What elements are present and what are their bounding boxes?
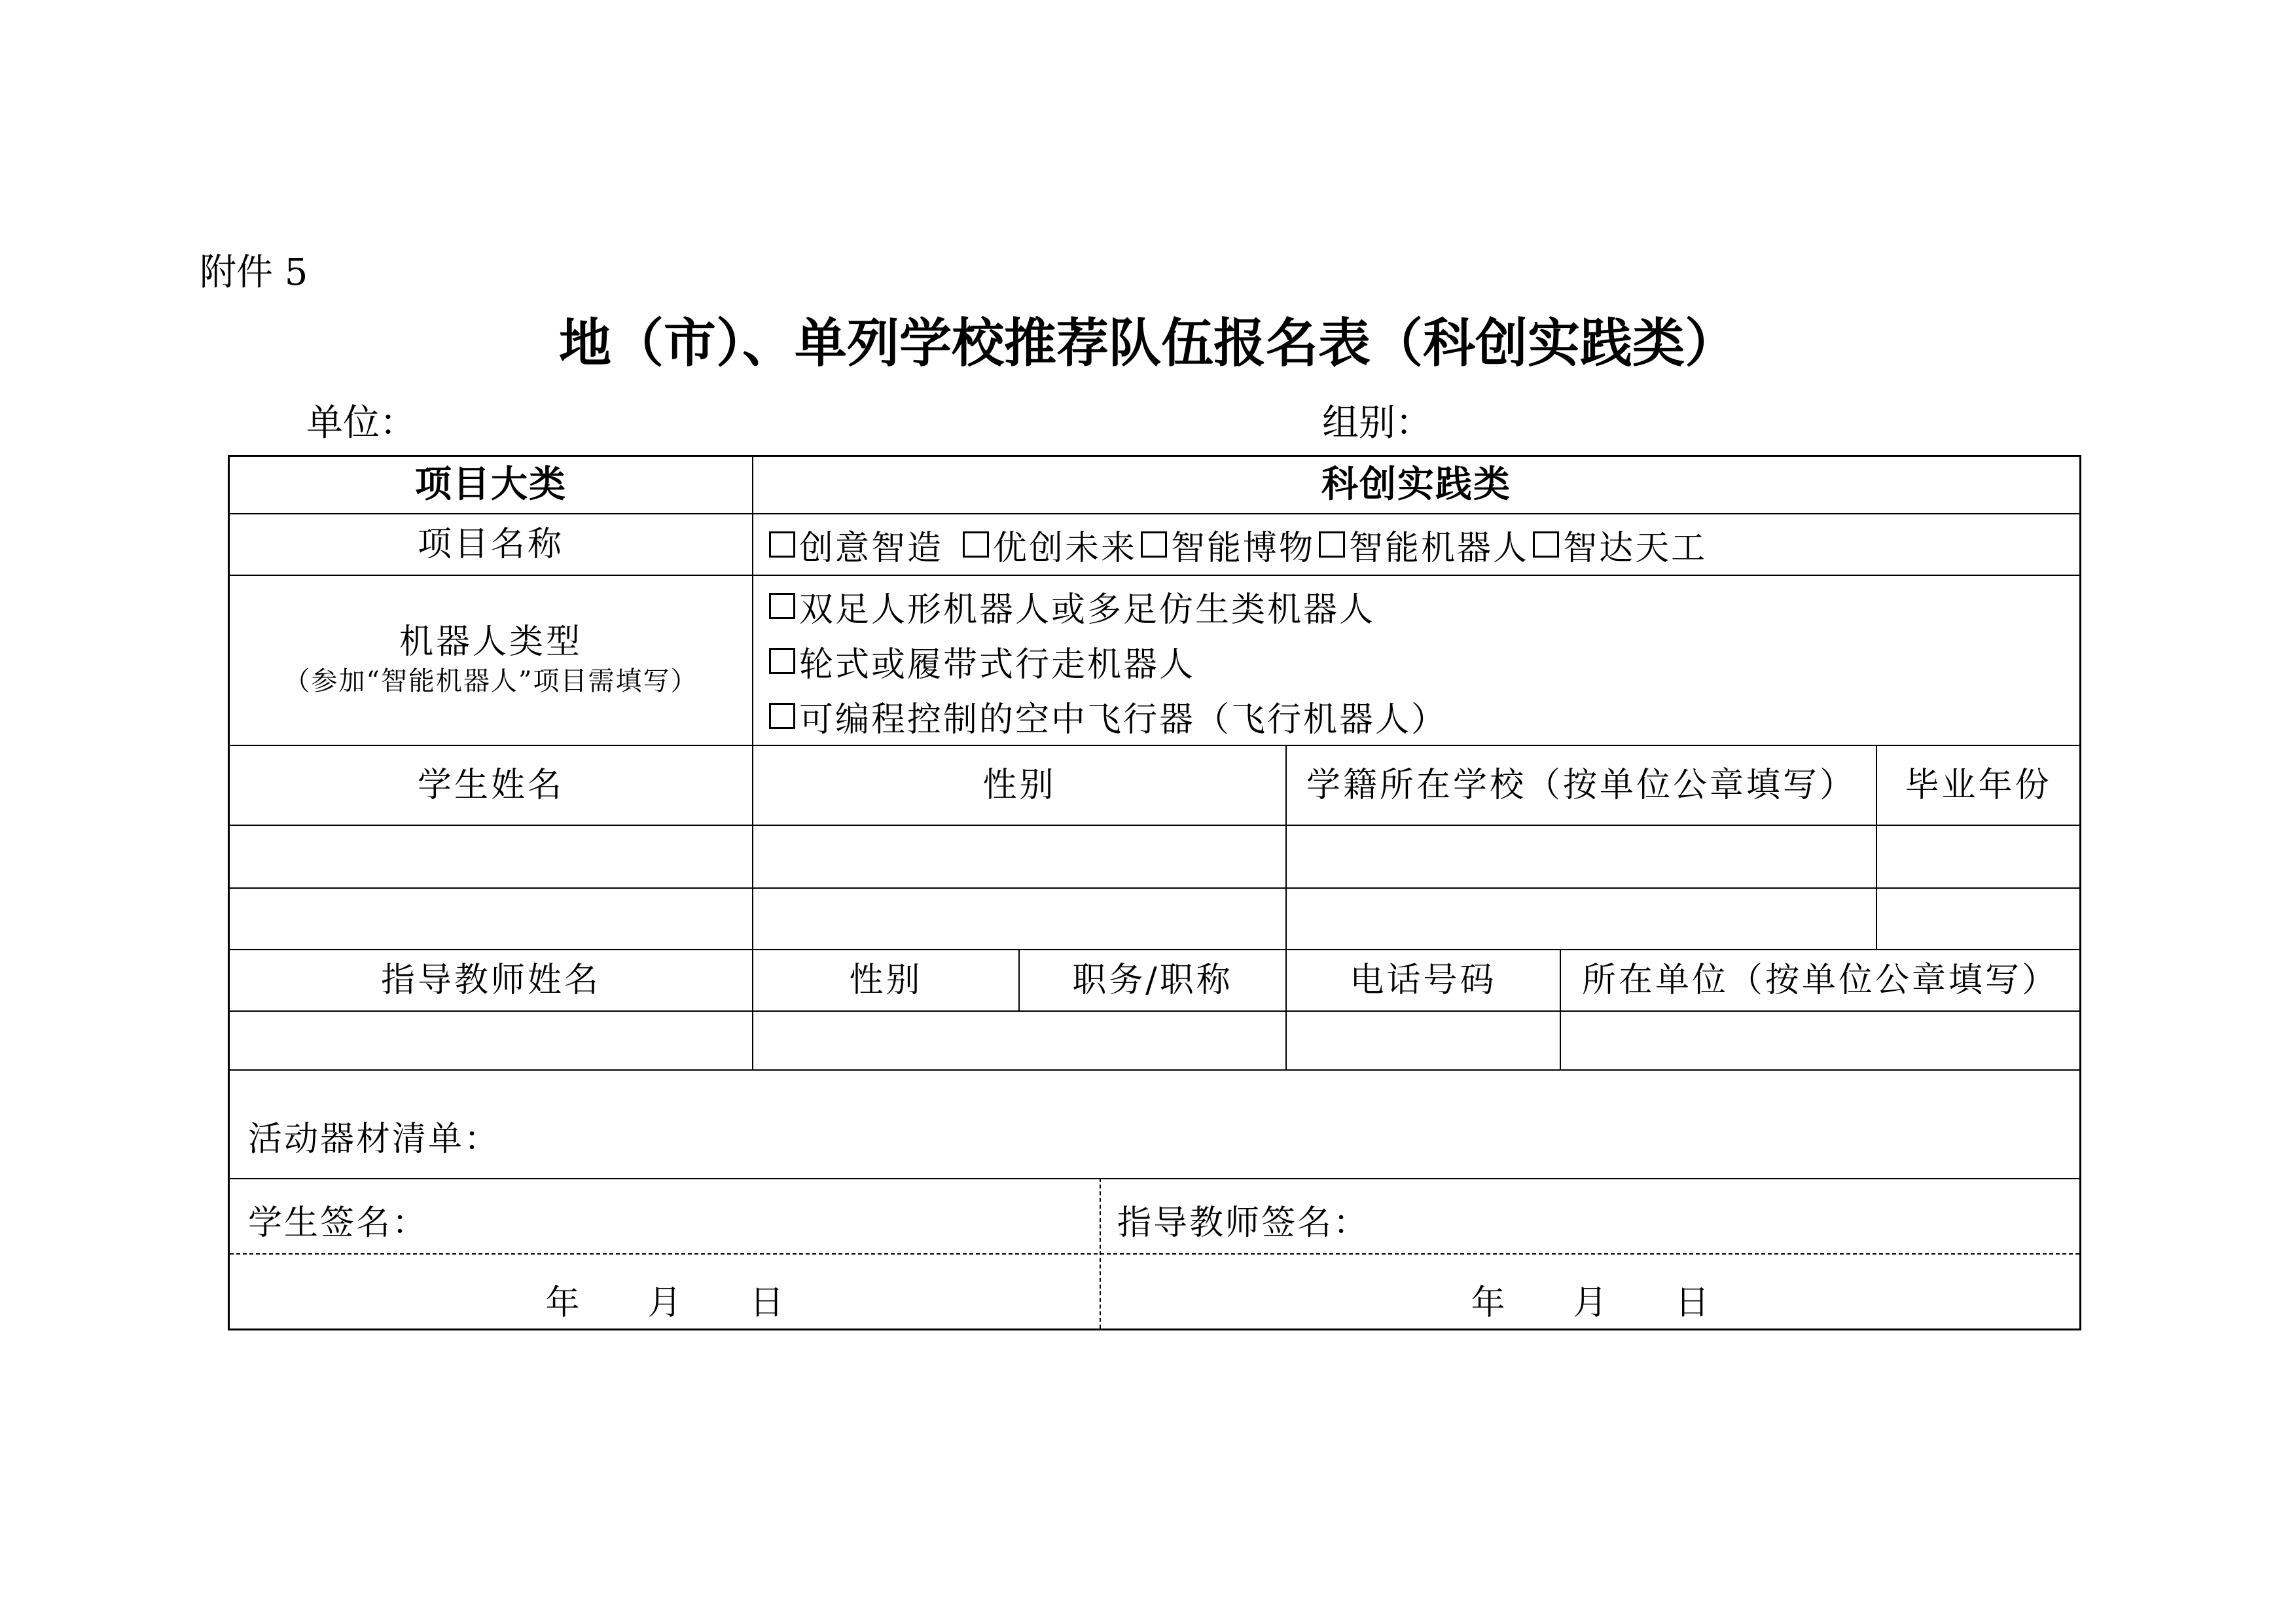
student-school-header: 学籍所在学校（按单位公章填写） — [1306, 766, 1856, 805]
option-label: 双足人形机器人或多足仿生类机器人 — [799, 590, 1376, 630]
option-label: 轮式或履带式行走机器人 — [799, 645, 1196, 685]
project-option[interactable] — [1319, 520, 1529, 569]
student-2-school-field[interactable] — [1287, 889, 1876, 949]
option-label: 创意智造 — [799, 528, 944, 568]
robot-type-option[interactable] — [769, 579, 1447, 633]
teacher-gender-header: 性别 — [849, 961, 923, 1000]
category-value: 科创实践类 — [1321, 463, 1511, 506]
equipment-list-field[interactable] — [230, 1071, 2079, 1178]
teacher-name-header: 指导教师姓名 — [380, 961, 601, 1000]
project-name-label: 项目名称 — [417, 525, 564, 564]
teacher-signature-date: 年 月 日 — [1471, 1283, 1710, 1323]
robot-type-option[interactable] — [769, 688, 1447, 743]
robot-type-note: （参加“智能机器人”项目需填写） — [283, 666, 698, 696]
checkbox[interactable] — [963, 531, 989, 558]
option-label: 智达天工 — [1563, 528, 1708, 568]
student-2-gender-field[interactable] — [753, 889, 1285, 949]
robot-type-options — [769, 579, 1447, 743]
student-1-grad-year-field[interactable] — [1877, 826, 2079, 887]
teacher-gender-title-field[interactable] — [753, 1012, 1285, 1069]
robot-type-option[interactable] — [769, 633, 1447, 688]
option-label: 智能博物 — [1171, 528, 1316, 568]
category-label: 项目大类 — [415, 463, 567, 506]
student-2-grad-year-field[interactable] — [1877, 889, 2079, 949]
project-option[interactable] — [769, 520, 943, 569]
group-label: 组别： — [1322, 402, 1432, 444]
project-options — [769, 514, 1711, 575]
form-title: 地（市）、单列学校推荐队伍报名表（科创实践类） — [559, 313, 1737, 374]
teacher-name-field[interactable] — [230, 1012, 752, 1069]
option-label: 优创未来 — [993, 528, 1138, 568]
teacher-unit-header: 所在单位（按单位公章填写） — [1581, 961, 2058, 1000]
attachment-number: 附件 5 — [200, 251, 308, 294]
student-1-gender-field[interactable] — [753, 826, 1285, 887]
teacher-phone-field[interactable] — [1287, 1012, 1560, 1069]
checkbox[interactable] — [769, 531, 795, 558]
project-option[interactable] — [1141, 520, 1315, 569]
option-label: 智能机器人 — [1349, 528, 1530, 568]
registration-form-table — [228, 455, 2081, 1330]
student-gender-header: 性别 — [982, 766, 1056, 805]
checkbox[interactable] — [1141, 531, 1167, 558]
checkbox[interactable] — [769, 648, 795, 674]
student-2-name-field[interactable] — [230, 889, 752, 949]
teacher-unit-field[interactable] — [1561, 1012, 2079, 1069]
checkbox[interactable] — [769, 593, 795, 619]
teacher-phone-header: 电话号码 — [1350, 961, 1497, 1000]
student-grad-year-header: 毕业年份 — [1905, 766, 2052, 805]
project-option[interactable] — [1533, 520, 1707, 569]
teacher-title-header: 职务/职称 — [1072, 961, 1233, 1000]
option-label: 可编程控制的空中飞行器（飞行机器人） — [799, 700, 1448, 740]
checkbox[interactable] — [1319, 531, 1345, 558]
student-1-school-field[interactable] — [1287, 826, 1876, 887]
project-option[interactable] — [963, 520, 1137, 569]
teacher-signature-label: 指导教师签名： — [1117, 1204, 1370, 1243]
unit-label: 单位： — [306, 402, 416, 444]
student-1-name-field[interactable] — [230, 826, 752, 887]
checkbox[interactable] — [1533, 531, 1559, 558]
checkbox[interactable] — [769, 703, 795, 729]
robot-type-label-cell — [230, 576, 752, 745]
student-signature-label: 学生签名： — [248, 1204, 429, 1243]
equipment-list-label: 活动器材清单： — [248, 1120, 501, 1159]
student-name-header: 学生姓名 — [417, 766, 564, 805]
student-signature-date: 年 月 日 — [545, 1283, 784, 1323]
robot-type-label: 机器人类型 — [399, 622, 583, 662]
